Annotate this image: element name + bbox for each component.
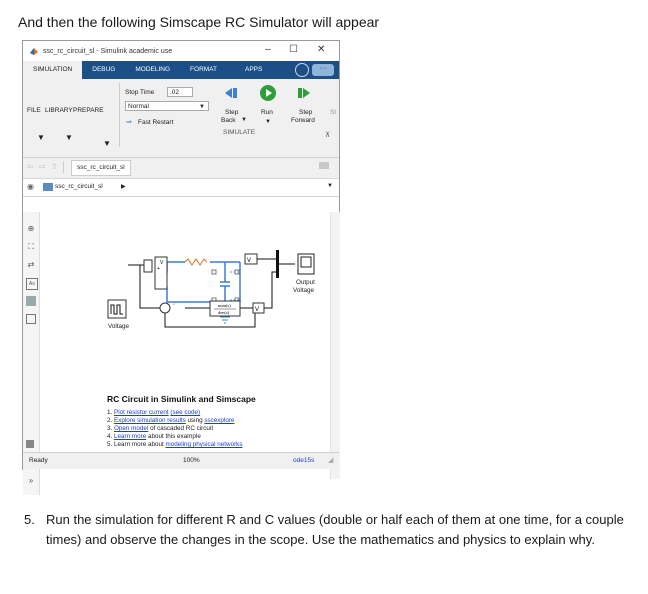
- library-expand-icon[interactable]: ▼: [65, 133, 73, 142]
- source-label: Voltage: [108, 323, 130, 330]
- list-item: 2. Explore simulation results using sscexplore: [107, 417, 235, 425]
- step-back-label[interactable]: Step: [225, 109, 239, 116]
- keyboard-icon[interactable]: [319, 162, 329, 169]
- list-item: 1. Plot resistor current (see code): [107, 409, 201, 416]
- ribbon-divider: [119, 83, 120, 147]
- see-code-link[interactable]: (see code): [170, 409, 201, 416]
- ribbon: [23, 79, 339, 158]
- prepare-expand-icon[interactable]: ▼: [103, 139, 111, 148]
- resize-grip-icon[interactable]: ◢: [328, 457, 334, 464]
- fit-view-icon[interactable]: ⛶: [28, 242, 34, 251]
- zoom-level[interactable]: 100%: [183, 457, 200, 464]
- svg-text:V: V: [255, 307, 260, 313]
- nav-divider: [63, 161, 64, 173]
- vertical-scrollbar[interactable]: [330, 212, 340, 479]
- learn-more-link[interactable]: Learn more: [114, 433, 147, 441]
- chevron-down-icon: ▼: [199, 104, 205, 110]
- fast-restart-icon: ⇒: [126, 119, 132, 126]
- run-dropdown-icon[interactable]: ▼: [265, 119, 271, 125]
- file-section[interactable]: FILE: [27, 107, 41, 114]
- area-icon[interactable]: [26, 314, 36, 324]
- title-bar: [23, 41, 339, 61]
- svg-text:den(s): den(s): [218, 310, 230, 315]
- list-item: 5. Learn more about modeling physical networks: [107, 441, 243, 449]
- status-text: Ready: [29, 457, 48, 464]
- model-browser-tab[interactable]: ssc_rc_circuit_sl: [71, 160, 131, 176]
- list-item: 3. Open model of cascaded RC circuit: [107, 425, 214, 433]
- status-bar: [23, 452, 339, 469]
- simulink-window: [22, 40, 340, 485]
- stop-time-input[interactable]: .02: [167, 87, 193, 97]
- question-number: 5.: [24, 512, 35, 527]
- navigation-bar: [23, 158, 339, 179]
- intro-text: And then the following Simscape RC Simulator will appear: [18, 14, 380, 30]
- ribbon-tabs: [23, 61, 339, 79]
- run-icon[interactable]: [259, 84, 277, 102]
- svg-text:V: V: [247, 258, 252, 264]
- ribbon-collapse-icon[interactable]: [295, 63, 309, 77]
- simulate-section-label: SIMULATE: [223, 129, 256, 136]
- hide-browser-icon[interactable]: ◉: [27, 182, 34, 191]
- up-arrow-icon[interactable]: ⇧: [51, 162, 58, 171]
- collapse-ribbon-icon[interactable]: ⊼: [325, 132, 331, 139]
- prepare-section[interactable]: PREPARE: [73, 107, 104, 114]
- path-dropdown-icon[interactable]: ▼: [327, 183, 333, 189]
- simulink-logo-icon: [29, 46, 39, 56]
- output-label: Output: [296, 279, 315, 286]
- tab-modeling[interactable]: MODELING: [135, 66, 171, 73]
- model-steps-list: [107, 409, 242, 449]
- back-arrow-icon[interactable]: ⇦: [27, 162, 34, 171]
- svg-text:+: +: [157, 266, 160, 272]
- mux-block[interactable]: [276, 250, 279, 278]
- open-model-link[interactable]: Open model: [114, 425, 149, 433]
- file-expand-icon[interactable]: ▼: [37, 133, 45, 142]
- explore-results-link[interactable]: Explore simulation results: [114, 417, 186, 425]
- resistor-block[interactable]: [185, 259, 207, 265]
- stop-time-label: Stop Time: [125, 89, 155, 96]
- library-section[interactable]: LIBRARY: [45, 107, 73, 114]
- more-tabs-button[interactable]: ···: [312, 64, 334, 76]
- tab-format[interactable]: FORMAT: [190, 66, 218, 73]
- cut-off-label: St: [330, 109, 337, 116]
- step-back-dropdown-icon[interactable]: ▼: [241, 117, 247, 123]
- tab-simulation[interactable]: SIMULATION: [23, 61, 82, 79]
- step-forward-icon[interactable]: [296, 85, 312, 101]
- model-description-title: RC Circuit in Simulink and Simscape: [107, 394, 256, 404]
- solver-name[interactable]: ode15s: [293, 457, 315, 464]
- step-back-label-2[interactable]: Back: [221, 117, 236, 124]
- close-button[interactable]: ✕: [317, 44, 326, 55]
- sum-block[interactable]: [160, 303, 170, 313]
- minimize-button[interactable]: –: [265, 44, 271, 55]
- annotation-icon[interactable]: A≡: [26, 278, 38, 290]
- capacitor-block[interactable]: [220, 282, 230, 286]
- step-forward-label-2[interactable]: Forward: [291, 117, 315, 124]
- path-bar: [23, 179, 339, 197]
- sscexplore-link[interactable]: sscexplore: [204, 417, 235, 425]
- svg-text:V: V: [160, 260, 164, 266]
- modeling-networks-link[interactable]: modeling physical networks: [165, 441, 243, 449]
- path-expand-icon[interactable]: ▶: [121, 184, 126, 190]
- simulation-mode-select[interactable]: [125, 101, 209, 111]
- svg-text:num(s): num(s): [218, 303, 231, 308]
- zoom-icon[interactable]: ⊕: [27, 224, 35, 233]
- list-item: 4. Learn more about this example: [107, 433, 201, 441]
- plot-resistor-current-link[interactable]: Plot resistor current: [114, 409, 169, 416]
- window-title: ssc_rc_circuit_sl - Simulink academic use: [43, 47, 173, 55]
- question-text: Run the simulation for different R and C values (double or half each of them at one time, for a couple times) and observe the changes in the scope. Use the mathematics and physics to explain why.: [46, 512, 624, 547]
- forward-arrow-icon[interactable]: ⇨: [39, 162, 46, 171]
- simulation-mode-value: Normal: [128, 103, 149, 110]
- tab-debug[interactable]: DEBUG: [92, 66, 116, 73]
- record-icon[interactable]: [26, 440, 34, 448]
- model-path[interactable]: ssc_rc_circuit_sl: [55, 183, 103, 190]
- step-forward-label[interactable]: Step: [299, 109, 313, 116]
- tab-apps[interactable]: APPS: [245, 66, 263, 73]
- run-label[interactable]: Run: [261, 109, 273, 116]
- output-label-2: Voltage: [293, 287, 315, 294]
- block-diagram: [40, 212, 340, 387]
- maximize-button[interactable]: ☐: [289, 44, 298, 55]
- image-icon[interactable]: [26, 296, 36, 306]
- model-icon: [43, 183, 53, 191]
- ground-block[interactable]: [220, 317, 230, 323]
- step-back-icon[interactable]: [223, 85, 239, 101]
- expand-palette-icon[interactable]: »: [28, 476, 34, 485]
- fast-restart-toggle[interactable]: Fast Restart: [138, 119, 174, 126]
- svg-text:S: S: [172, 301, 176, 307]
- arrow-icon[interactable]: ⇄: [27, 260, 35, 269]
